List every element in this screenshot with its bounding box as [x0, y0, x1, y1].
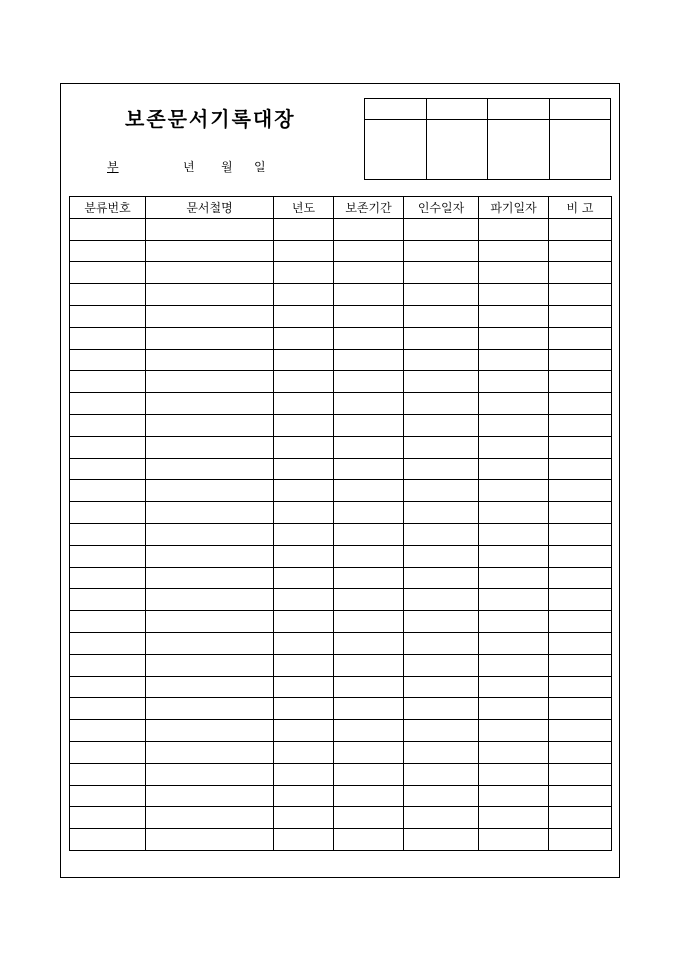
- table-cell[interactable]: [274, 262, 334, 284]
- table-cell[interactable]: [274, 785, 334, 807]
- table-cell[interactable]: [334, 393, 404, 415]
- table-cell[interactable]: [70, 502, 146, 524]
- table-cell[interactable]: [70, 305, 146, 327]
- table-cell[interactable]: [274, 327, 334, 349]
- table-cell[interactable]: [334, 371, 404, 393]
- table-cell[interactable]: [70, 785, 146, 807]
- table-cell[interactable]: [334, 414, 404, 436]
- table-cell[interactable]: [146, 218, 274, 240]
- table-cell[interactable]: [549, 632, 612, 654]
- table-cell[interactable]: [404, 829, 479, 851]
- table-cell[interactable]: [274, 589, 334, 611]
- table-cell[interactable]: [549, 305, 612, 327]
- table-cell[interactable]: [70, 240, 146, 262]
- table-row: [70, 720, 612, 742]
- table-cell[interactable]: [549, 414, 612, 436]
- table-cell[interactable]: [549, 371, 612, 393]
- table-row: [70, 611, 612, 633]
- table-cell[interactable]: [479, 567, 549, 589]
- table-cell[interactable]: [549, 502, 612, 524]
- table-cell[interactable]: [479, 393, 549, 415]
- table-cell[interactable]: [549, 240, 612, 262]
- table-row: [70, 567, 612, 589]
- table-row: [70, 632, 612, 654]
- table-row: [70, 240, 612, 262]
- table-cell[interactable]: [549, 807, 612, 829]
- table-cell[interactable]: [404, 676, 479, 698]
- table-row: [70, 458, 612, 480]
- table-cell[interactable]: [334, 807, 404, 829]
- table-cell[interactable]: [479, 218, 549, 240]
- table-cell[interactable]: [274, 807, 334, 829]
- table-cell[interactable]: [70, 371, 146, 393]
- table-cell[interactable]: [549, 327, 612, 349]
- table-cell[interactable]: [549, 284, 612, 306]
- table-row: [70, 807, 612, 829]
- table-cell[interactable]: [549, 589, 612, 611]
- table-cell[interactable]: [404, 218, 479, 240]
- table-cell[interactable]: [274, 284, 334, 306]
- table-cell[interactable]: [479, 502, 549, 524]
- table-row: [70, 785, 612, 807]
- table-row: [70, 414, 612, 436]
- table-cell[interactable]: [146, 305, 274, 327]
- table-cell[interactable]: [146, 284, 274, 306]
- table-cell[interactable]: [274, 371, 334, 393]
- table-cell[interactable]: [274, 545, 334, 567]
- table-cell[interactable]: [274, 654, 334, 676]
- table-cell[interactable]: [404, 589, 479, 611]
- table-cell[interactable]: [404, 502, 479, 524]
- table-cell[interactable]: [549, 262, 612, 284]
- table-cell[interactable]: [479, 458, 549, 480]
- table-cell[interactable]: [274, 523, 334, 545]
- table-cell[interactable]: [70, 589, 146, 611]
- table-cell[interactable]: [70, 698, 146, 720]
- table-cell[interactable]: [334, 654, 404, 676]
- document-title: 보존문서기록대장: [125, 107, 296, 131]
- table-cell[interactable]: [334, 741, 404, 763]
- table-cell[interactable]: [70, 807, 146, 829]
- table-cell[interactable]: [479, 611, 549, 633]
- table-cell[interactable]: [70, 611, 146, 633]
- table-cell[interactable]: [549, 458, 612, 480]
- table-cell[interactable]: [274, 240, 334, 262]
- table-cell[interactable]: [404, 371, 479, 393]
- table-cell[interactable]: [274, 741, 334, 763]
- table-cell[interactable]: [479, 305, 549, 327]
- table-row: [70, 829, 612, 851]
- table-row: [70, 393, 612, 415]
- table-cell[interactable]: [70, 741, 146, 763]
- table-cell[interactable]: [479, 436, 549, 458]
- table-cell[interactable]: [479, 785, 549, 807]
- table-cell[interactable]: [70, 829, 146, 851]
- table-cell[interactable]: [274, 414, 334, 436]
- table-cell[interactable]: [146, 829, 274, 851]
- approval-header-row: [365, 99, 611, 120]
- approval-sign-row: [365, 120, 611, 180]
- table-cell[interactable]: [146, 371, 274, 393]
- table-cell[interactable]: [549, 436, 612, 458]
- table-cell[interactable]: [404, 611, 479, 633]
- table-cell[interactable]: [479, 523, 549, 545]
- table-cell[interactable]: [334, 523, 404, 545]
- table-cell[interactable]: [274, 698, 334, 720]
- table-cell[interactable]: [549, 545, 612, 567]
- table-cell[interactable]: [549, 523, 612, 545]
- table-cell[interactable]: [70, 393, 146, 415]
- table-cell[interactable]: [274, 567, 334, 589]
- table-cell[interactable]: [146, 741, 274, 763]
- table-cell[interactable]: [479, 829, 549, 851]
- table-cell[interactable]: [274, 632, 334, 654]
- table-cell[interactable]: [479, 480, 549, 502]
- table-row: [70, 523, 612, 545]
- table-cell[interactable]: [404, 785, 479, 807]
- table-cell[interactable]: [334, 502, 404, 524]
- table-cell[interactable]: [274, 720, 334, 742]
- header-classification-number: 분류번호: [70, 197, 146, 219]
- table-cell[interactable]: [479, 632, 549, 654]
- table-cell[interactable]: [479, 654, 549, 676]
- table-row: [70, 349, 612, 371]
- table-cell[interactable]: [274, 458, 334, 480]
- table-cell[interactable]: [146, 567, 274, 589]
- table-cell[interactable]: [479, 698, 549, 720]
- table-cell[interactable]: [70, 676, 146, 698]
- ledger-body: [70, 218, 612, 850]
- header-file-name: 문서철명: [146, 197, 274, 219]
- table-cell[interactable]: [404, 284, 479, 306]
- table-cell[interactable]: [334, 545, 404, 567]
- table-cell[interactable]: [334, 567, 404, 589]
- table-cell[interactable]: [146, 436, 274, 458]
- year-label: 년: [183, 160, 195, 174]
- table-row: [70, 502, 612, 524]
- table-cell[interactable]: [549, 393, 612, 415]
- table-cell[interactable]: [404, 414, 479, 436]
- table-row: [70, 763, 612, 785]
- table-cell[interactable]: [146, 502, 274, 524]
- table-cell[interactable]: [334, 589, 404, 611]
- table-cell[interactable]: [404, 393, 479, 415]
- table-row: [70, 589, 612, 611]
- table-row: [70, 327, 612, 349]
- table-cell[interactable]: [334, 632, 404, 654]
- table-cell[interactable]: [404, 240, 479, 262]
- table-cell[interactable]: [404, 349, 479, 371]
- table-cell[interactable]: [70, 284, 146, 306]
- month-label: 월: [221, 160, 233, 174]
- table-cell[interactable]: [274, 305, 334, 327]
- table-cell[interactable]: [549, 785, 612, 807]
- table-cell[interactable]: [146, 632, 274, 654]
- approval-sign-cell[interactable]: [488, 120, 550, 180]
- table-cell[interactable]: [404, 458, 479, 480]
- table-cell[interactable]: [549, 567, 612, 589]
- table-cell[interactable]: [146, 698, 274, 720]
- table-cell[interactable]: [274, 349, 334, 371]
- table-cell[interactable]: [404, 480, 479, 502]
- table-cell[interactable]: [70, 545, 146, 567]
- table-cell[interactable]: [404, 262, 479, 284]
- header-retention-period: 보존기간: [334, 197, 404, 219]
- table-cell[interactable]: [479, 741, 549, 763]
- table-cell[interactable]: [274, 218, 334, 240]
- table-cell[interactable]: [70, 349, 146, 371]
- table-cell[interactable]: [146, 480, 274, 502]
- table-cell[interactable]: [274, 611, 334, 633]
- table-row: [70, 371, 612, 393]
- table-cell[interactable]: [549, 720, 612, 742]
- table-row: [70, 698, 612, 720]
- table-row: [70, 305, 612, 327]
- table-cell[interactable]: [549, 480, 612, 502]
- table-cell[interactable]: [146, 458, 274, 480]
- day-label: 일: [254, 160, 266, 174]
- table-cell[interactable]: [479, 284, 549, 306]
- table-cell[interactable]: [146, 327, 274, 349]
- table-cell[interactable]: [404, 632, 479, 654]
- table-row: [70, 480, 612, 502]
- table-cell[interactable]: [479, 763, 549, 785]
- table-cell[interactable]: [404, 523, 479, 545]
- table-row: [70, 262, 612, 284]
- table-cell[interactable]: [334, 458, 404, 480]
- table-cell[interactable]: [549, 676, 612, 698]
- table-row: [70, 436, 612, 458]
- table-cell[interactable]: [549, 349, 612, 371]
- table-row: [70, 654, 612, 676]
- table-cell[interactable]: [70, 523, 146, 545]
- header-year: 년도: [274, 197, 334, 219]
- approval-cell[interactable]: [426, 99, 488, 120]
- table-cell[interactable]: [274, 829, 334, 851]
- table-cell[interactable]: [70, 414, 146, 436]
- table-cell[interactable]: [334, 284, 404, 306]
- table-row: [70, 545, 612, 567]
- approval-cell[interactable]: [549, 99, 611, 120]
- table-cell[interactable]: [404, 763, 479, 785]
- table-cell[interactable]: [146, 785, 274, 807]
- table-cell[interactable]: [479, 349, 549, 371]
- table-cell[interactable]: [334, 785, 404, 807]
- table-cell[interactable]: [70, 654, 146, 676]
- table-cell[interactable]: [549, 218, 612, 240]
- table-cell[interactable]: [479, 371, 549, 393]
- table-cell[interactable]: [549, 829, 612, 851]
- table-cell[interactable]: [334, 720, 404, 742]
- table-cell[interactable]: [70, 480, 146, 502]
- table-cell[interactable]: [70, 720, 146, 742]
- table-cell[interactable]: [334, 218, 404, 240]
- table-cell[interactable]: [146, 545, 274, 567]
- table-cell[interactable]: [479, 414, 549, 436]
- table-cell[interactable]: [334, 262, 404, 284]
- table-cell[interactable]: [334, 327, 404, 349]
- table-cell[interactable]: [70, 632, 146, 654]
- table-cell[interactable]: [70, 218, 146, 240]
- record-ledger-table: [69, 196, 612, 851]
- table-cell[interactable]: [404, 567, 479, 589]
- table-cell[interactable]: [70, 763, 146, 785]
- table-cell[interactable]: [274, 763, 334, 785]
- table-cell[interactable]: [479, 589, 549, 611]
- table-cell[interactable]: [274, 480, 334, 502]
- table-cell[interactable]: [479, 807, 549, 829]
- table-cell[interactable]: [334, 698, 404, 720]
- table-cell[interactable]: [479, 327, 549, 349]
- approval-sign-cell[interactable]: [549, 120, 611, 180]
- table-cell[interactable]: [70, 567, 146, 589]
- table-cell[interactable]: [549, 654, 612, 676]
- table-cell[interactable]: [146, 720, 274, 742]
- table-cell[interactable]: [146, 414, 274, 436]
- table-cell[interactable]: [404, 305, 479, 327]
- approval-sign-cell[interactable]: [365, 120, 427, 180]
- table-cell[interactable]: [404, 436, 479, 458]
- header-disposal-date: 파기일자: [479, 197, 549, 219]
- ledger-header-row: [70, 197, 612, 219]
- table-cell[interactable]: [334, 349, 404, 371]
- table-cell[interactable]: [479, 720, 549, 742]
- table-cell[interactable]: [146, 523, 274, 545]
- table-cell[interactable]: [404, 698, 479, 720]
- table-cell[interactable]: [146, 611, 274, 633]
- table-cell[interactable]: [146, 807, 274, 829]
- table-cell[interactable]: [404, 327, 479, 349]
- table-cell[interactable]: [70, 458, 146, 480]
- table-row: [70, 218, 612, 240]
- table-cell[interactable]: [334, 240, 404, 262]
- table-cell[interactable]: [146, 676, 274, 698]
- table-row: [70, 741, 612, 763]
- table-cell[interactable]: [479, 545, 549, 567]
- approval-cell[interactable]: [488, 99, 550, 120]
- table-cell[interactable]: [334, 763, 404, 785]
- table-cell[interactable]: [404, 807, 479, 829]
- table-cell[interactable]: [479, 262, 549, 284]
- table-cell[interactable]: [274, 393, 334, 415]
- table-cell[interactable]: [146, 763, 274, 785]
- table-cell[interactable]: [404, 654, 479, 676]
- table-cell[interactable]: [334, 436, 404, 458]
- table-cell[interactable]: [404, 741, 479, 763]
- table-row: [70, 284, 612, 306]
- table-row: [70, 676, 612, 698]
- table-cell[interactable]: [334, 305, 404, 327]
- header-received-date: 인수일자: [404, 197, 479, 219]
- table-cell[interactable]: [146, 262, 274, 284]
- table-cell[interactable]: [404, 720, 479, 742]
- approval-box: [364, 98, 611, 180]
- table-cell[interactable]: [404, 545, 479, 567]
- approval-cell[interactable]: [365, 99, 427, 120]
- table-cell[interactable]: [70, 327, 146, 349]
- table-cell[interactable]: [479, 240, 549, 262]
- table-cell[interactable]: [549, 611, 612, 633]
- table-cell[interactable]: [334, 676, 404, 698]
- table-cell[interactable]: [274, 436, 334, 458]
- table-cell[interactable]: [146, 349, 274, 371]
- table-cell[interactable]: [479, 676, 549, 698]
- approval-sign-cell[interactable]: [426, 120, 488, 180]
- table-cell[interactable]: [274, 676, 334, 698]
- table-cell[interactable]: [334, 611, 404, 633]
- table-cell[interactable]: [549, 741, 612, 763]
- header-remarks: 비 고: [549, 197, 612, 219]
- department-label: 부: [107, 160, 119, 174]
- table-cell[interactable]: [274, 502, 334, 524]
- table-cell[interactable]: [70, 436, 146, 458]
- table-cell[interactable]: [146, 654, 274, 676]
- table-cell[interactable]: [146, 589, 274, 611]
- table-cell[interactable]: [549, 698, 612, 720]
- table-cell[interactable]: [334, 829, 404, 851]
- table-cell[interactable]: [334, 480, 404, 502]
- table-cell[interactable]: [549, 763, 612, 785]
- table-cell[interactable]: [146, 393, 274, 415]
- table-cell[interactable]: [70, 262, 146, 284]
- table-cell[interactable]: [146, 240, 274, 262]
